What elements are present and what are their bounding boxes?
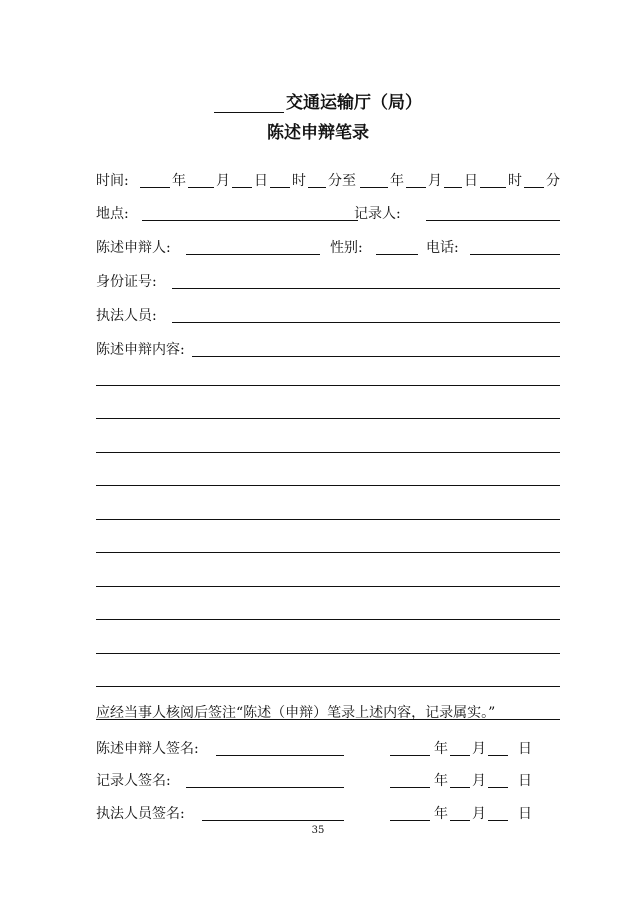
phone-label: 电话: xyxy=(426,240,459,256)
applicant-signature-row xyxy=(96,738,560,760)
applicant-label: 陈述申辩人: xyxy=(96,240,171,256)
notice-underline xyxy=(96,719,560,720)
applicant-signature-field[interactable] xyxy=(216,738,344,756)
recorder-sign-year-blank[interactable] xyxy=(390,770,430,788)
content-line[interactable] xyxy=(96,519,560,520)
year-unit: 年 xyxy=(390,173,404,189)
end-month-blank[interactable] xyxy=(406,170,426,188)
start-year-blank[interactable] xyxy=(140,170,170,188)
month-unit: 月 xyxy=(216,173,230,189)
officers-field[interactable] xyxy=(172,305,560,323)
agency-name-blank[interactable] xyxy=(214,95,284,113)
day-unit: 日 xyxy=(518,806,532,822)
content-line[interactable] xyxy=(96,485,560,486)
applicant-sign-month-blank[interactable] xyxy=(450,738,470,756)
year-unit: 年 xyxy=(434,773,448,789)
hour-unit: 时 xyxy=(292,173,306,189)
id-label: 身份证号: xyxy=(96,274,157,290)
officer-signature-field[interactable] xyxy=(202,803,344,821)
page-number: 35 xyxy=(311,825,325,836)
applicant-sign-day-blank[interactable] xyxy=(488,738,508,756)
day-unit: 日 xyxy=(254,173,268,189)
content-label: 陈述申辩内容: xyxy=(96,342,185,358)
officers-label: 执法人员: xyxy=(96,308,157,324)
recorder-field[interactable] xyxy=(426,203,560,221)
content-line[interactable] xyxy=(96,586,560,587)
month-unit: 月 xyxy=(472,806,486,822)
applicant-signature-label: 陈述申辩人签名: xyxy=(96,741,199,757)
agency-title xyxy=(0,88,636,113)
month-unit: 月 xyxy=(428,173,442,189)
start-minute-blank[interactable] xyxy=(308,170,326,188)
year-unit: 年 xyxy=(172,173,186,189)
content-line[interactable] xyxy=(96,552,560,553)
location-label: 地点: xyxy=(96,206,129,222)
officers-row xyxy=(96,305,560,327)
end-year-blank[interactable] xyxy=(360,170,388,188)
document-title: 陈述申辩笔录 xyxy=(267,123,369,143)
content-line[interactable] xyxy=(96,619,560,620)
start-day-blank[interactable] xyxy=(232,170,252,188)
start-month-blank[interactable] xyxy=(188,170,214,188)
recorder-signature-row xyxy=(96,770,560,792)
hour-unit: 时 xyxy=(508,173,522,189)
content-line[interactable] xyxy=(96,385,560,386)
minute-unit: 分 xyxy=(546,173,560,189)
recorder-label: 记录人: xyxy=(354,206,401,222)
gender-label: 性别: xyxy=(330,240,363,256)
content-line[interactable] xyxy=(96,686,560,687)
time-label: 时间: xyxy=(96,173,129,189)
content-line[interactable] xyxy=(96,653,560,654)
recorder-sign-day-blank[interactable] xyxy=(488,770,508,788)
phone-field[interactable] xyxy=(470,237,560,255)
id-number-field[interactable] xyxy=(172,271,560,289)
minute-to-unit: 分至 xyxy=(328,173,356,189)
recorder-signature-label: 记录人签名: xyxy=(96,773,171,789)
applicant-sign-year-blank[interactable] xyxy=(390,738,430,756)
gender-field[interactable] xyxy=(376,237,418,255)
officer-signature-row xyxy=(96,803,560,825)
day-unit: 日 xyxy=(518,741,532,757)
content-line[interactable] xyxy=(96,418,560,419)
end-hour-blank[interactable] xyxy=(480,170,506,188)
content-first-line[interactable] xyxy=(192,339,560,357)
confirmation-notice: 应经当事人核阅后签注“陈述（申辩）笔录上述内容，记录属实。” xyxy=(96,705,496,721)
month-unit: 月 xyxy=(472,741,486,757)
officer-sign-day-blank[interactable] xyxy=(488,803,508,821)
year-unit: 年 xyxy=(434,806,448,822)
applicant-row xyxy=(96,237,560,259)
id-row xyxy=(96,271,560,293)
officer-sign-month-blank[interactable] xyxy=(450,803,470,821)
time-row xyxy=(96,170,560,192)
applicant-field[interactable] xyxy=(186,237,320,255)
officer-sign-year-blank[interactable] xyxy=(390,803,430,821)
officer-signature-label: 执法人员签名: xyxy=(96,806,185,822)
day-unit: 日 xyxy=(518,773,532,789)
recorder-signature-field[interactable] xyxy=(186,770,344,788)
end-day-blank[interactable] xyxy=(444,170,462,188)
content-row xyxy=(96,339,560,361)
location-row xyxy=(96,203,560,225)
start-hour-blank[interactable] xyxy=(270,170,290,188)
year-unit: 年 xyxy=(434,741,448,757)
content-line[interactable] xyxy=(96,452,560,453)
month-unit: 月 xyxy=(472,773,486,789)
recorder-sign-month-blank[interactable] xyxy=(450,770,470,788)
end-minute-blank[interactable] xyxy=(524,170,544,188)
agency-title-text: 交通运输厅（局） xyxy=(286,93,422,113)
day-unit: 日 xyxy=(464,173,478,189)
location-field[interactable] xyxy=(142,203,358,221)
